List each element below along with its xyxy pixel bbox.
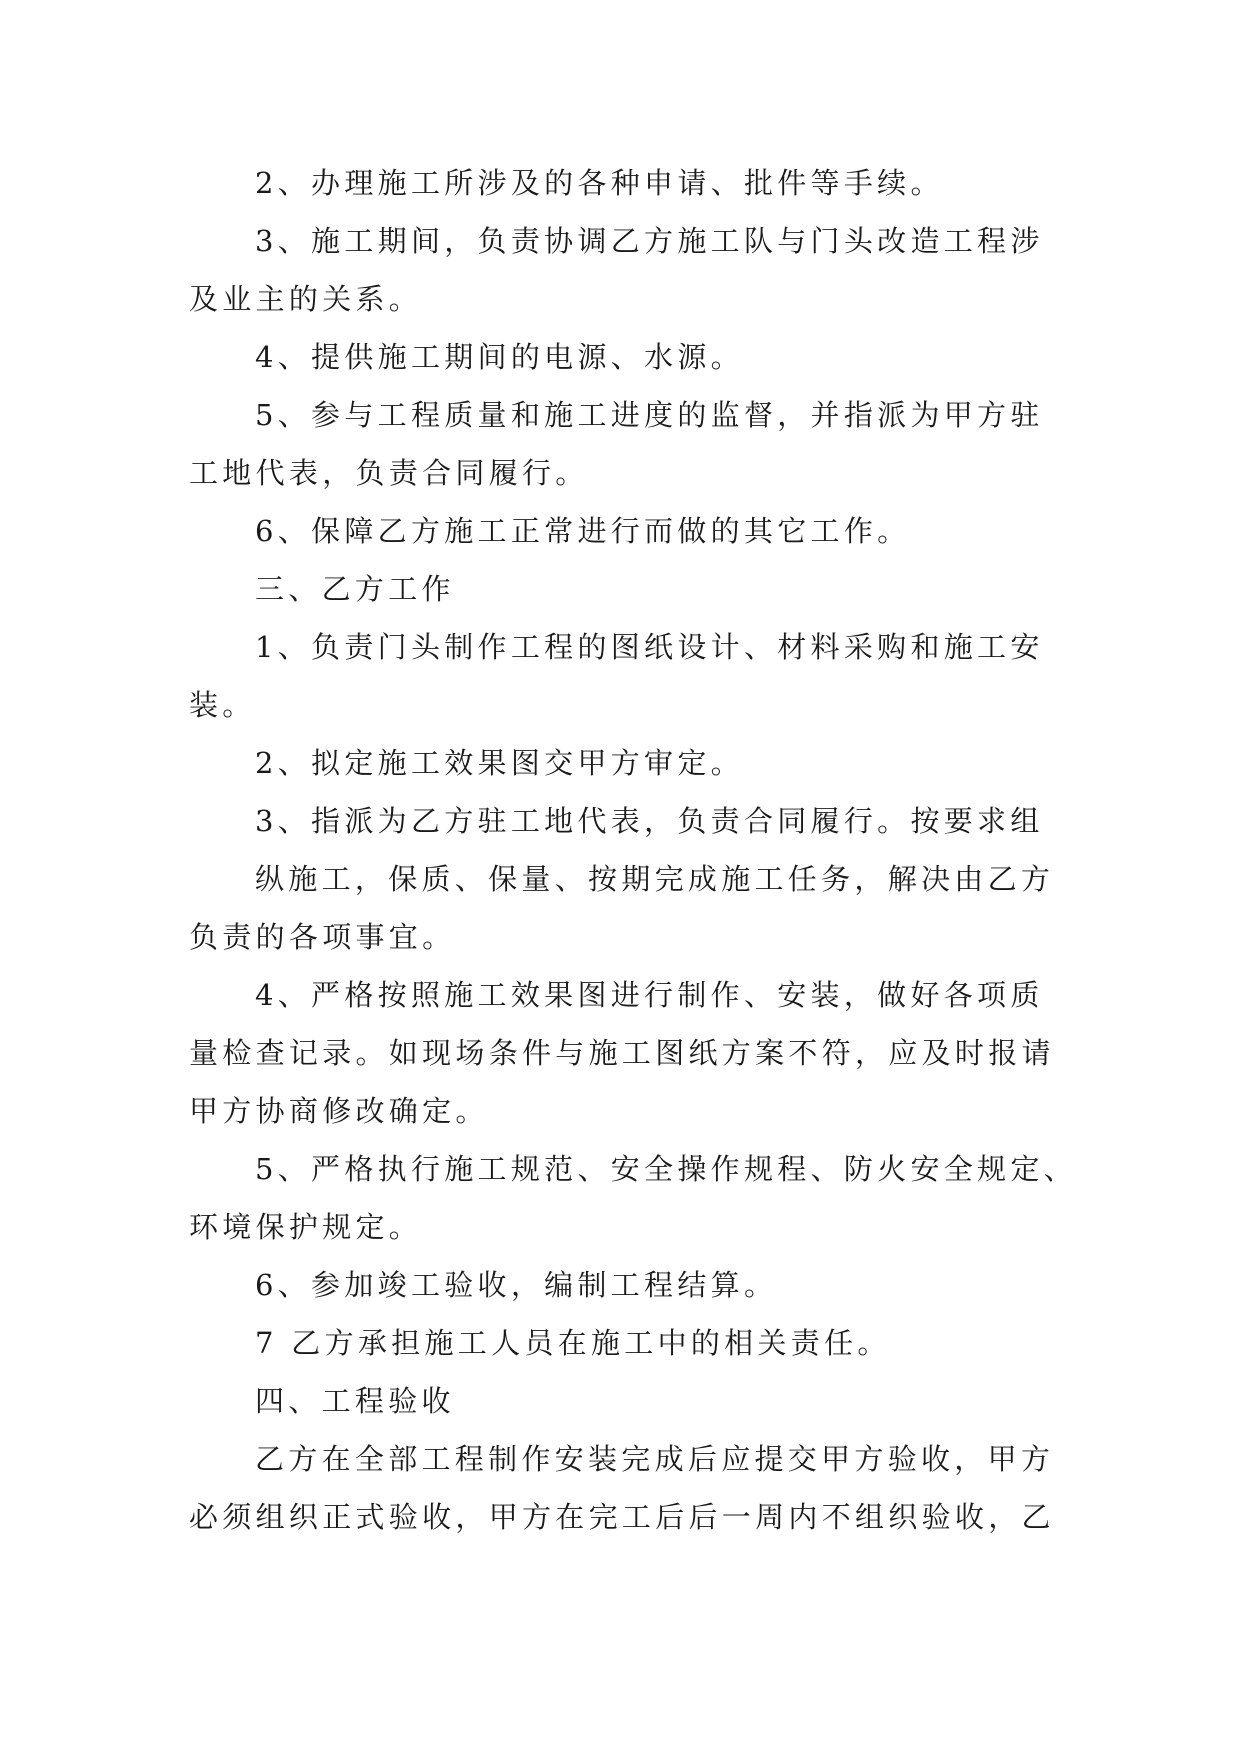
text-line: 纵施工，保质、保量、按期完成施工任务，解决由乙方 <box>255 862 1055 896</box>
text-line: 4、严格按照施工效果图进行制作、安装，做好各项质 <box>255 978 1044 1012</box>
text-line: 7 乙方承担施工人员在施工中的相关责任。 <box>255 1326 891 1360</box>
section-heading: 三、乙方工作 <box>255 572 455 606</box>
text-line: 及业主的关系。 <box>189 282 423 316</box>
text-line: 2、拟定施工效果图交甲方审定。 <box>255 746 744 780</box>
text-line: 5、参与工程质量和施工进度的监督，并指派为甲方驻 <box>255 398 1044 432</box>
text-line: 工地代表，负责合同履行。 <box>189 456 589 490</box>
text-line: 3、施工期间，负责协调乙方施工队与门头改造工程涉 <box>255 224 1044 258</box>
text-line: 5、严格执行施工规范、安全操作规程、防火安全规定、 <box>255 1152 1077 1186</box>
text-line: 乙方在全部工程制作安装完成后应提交甲方验收，甲方 <box>255 1442 1055 1476</box>
text-line: 装。 <box>189 688 256 722</box>
text-line: 3、指派为乙方驻工地代表，负责合同履行。按要求组 <box>255 804 1044 838</box>
text-line: 环境保护规定。 <box>189 1210 423 1244</box>
document-body <box>189 154 1089 1546</box>
text-line: 6、参加竣工验收，编制工程结算。 <box>255 1268 778 1302</box>
text-line: 2、办理施工所涉及的各种申请、批件等手续。 <box>255 166 944 200</box>
text-line: 负责的各项事宜。 <box>189 920 456 954</box>
text-line: 甲方协商修改确定。 <box>189 1094 489 1128</box>
text-line: 4、提供施工期间的电源、水源。 <box>255 340 744 374</box>
text-line: 1、负责门头制作工程的图纸设计、材料采购和施工安 <box>255 630 1044 664</box>
section-heading: 四、工程验收 <box>255 1384 455 1418</box>
text-line: 6、保障乙方施工正常进行而做的其它工作。 <box>255 514 911 548</box>
text-line: 必须组织正式验收，甲方在完工后后一周内不组织验收，乙 <box>189 1500 1055 1534</box>
text-line: 量检查记录。如现场条件与施工图纸方案不符，应及时报请 <box>189 1036 1055 1070</box>
